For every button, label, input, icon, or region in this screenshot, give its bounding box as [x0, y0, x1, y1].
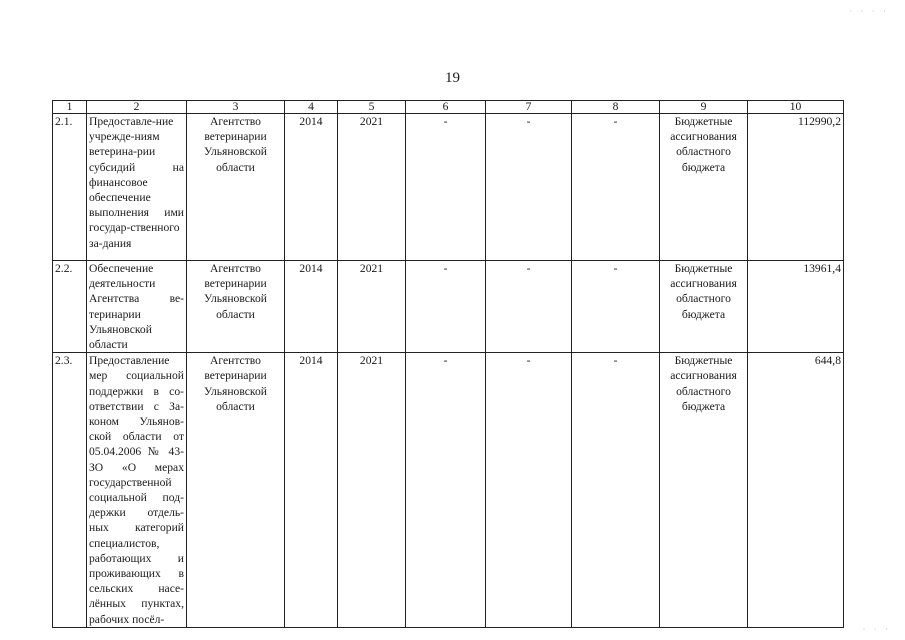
end-year-cell: 2021 — [338, 261, 406, 353]
measure-name: Предоставление мер социальной поддержки в со-ответствии с За-коном Ульянов-ской области от 05.04.2006 № 43-ЗО «О мерах государственной социальной под-держки отдель-ных категорий специалистов, работающих и проживающих в сельских насе-лённых пунктах, рабочих посёл- — [87, 353, 187, 628]
amount-cell: 112990,2 — [748, 114, 844, 261]
column-7-cell: - — [486, 261, 572, 353]
header-cell: 3 — [187, 101, 285, 114]
column-8-cell: - — [572, 114, 660, 261]
page-number: 19 — [445, 70, 460, 86]
header-cell: 2 — [87, 101, 187, 114]
row-number: 2.1. — [53, 114, 87, 261]
header-cell: 6 — [406, 101, 486, 114]
funding-source-cell: Бюджетные ассигнования областного бюджета — [660, 261, 748, 353]
column-8-cell: - — [572, 353, 660, 628]
scan-speck: · · · — [862, 624, 891, 634]
start-year-cell: 2014 — [285, 353, 338, 628]
table-row — [53, 261, 844, 353]
header-cell: 9 — [660, 101, 748, 114]
executor-cell: Агентство ветеринарии Ульяновской области — [187, 261, 285, 353]
column-7-cell: - — [486, 114, 572, 261]
column-7-cell: - — [486, 353, 572, 628]
amount-cell: 644,8 — [748, 353, 844, 628]
end-year-cell: 2021 — [338, 353, 406, 628]
funding-source-cell: Бюджетные ассигнования областного бюджета — [660, 114, 748, 261]
start-year-cell: 2014 — [285, 261, 338, 353]
amount-cell: 13961,4 — [748, 261, 844, 353]
table-row — [53, 114, 844, 261]
column-6-cell: - — [406, 261, 486, 353]
measure-name: Обеспечение деятельности Агентства ве-теринарии Ульяновской области — [87, 261, 187, 353]
funding-source-cell: Бюджетные ассигнования областного бюджета — [660, 353, 748, 628]
program-table — [52, 100, 844, 628]
executor-cell: Агентство ветеринарии Ульяновской области — [187, 353, 285, 628]
header-cell: 4 — [285, 101, 338, 114]
measure-name: Предоставле-ние учрежде-ниям ветерина-рии субсидий на финансовое обеспечение выполнения ими государ-ственного за-дания — [87, 114, 187, 261]
column-number-row — [53, 101, 844, 114]
table-row — [53, 353, 844, 628]
header-cell: 10 — [748, 101, 844, 114]
row-number: 2.2. — [53, 261, 87, 353]
header-cell: 7 — [486, 101, 572, 114]
column-8-cell: - — [572, 261, 660, 353]
column-6-cell: - — [406, 114, 486, 261]
end-year-cell: 2021 — [338, 114, 406, 261]
row-number: 2.3. — [53, 353, 87, 628]
start-year-cell: 2014 — [285, 114, 338, 261]
column-6-cell: - — [406, 353, 486, 628]
scan-speck: · · · · — [849, 6, 889, 16]
header-cell: 8 — [572, 101, 660, 114]
header-cell: 1 — [53, 101, 87, 114]
header-cell: 5 — [338, 101, 406, 114]
executor-cell: Агентство ветеринарии Ульяновской области — [187, 114, 285, 261]
